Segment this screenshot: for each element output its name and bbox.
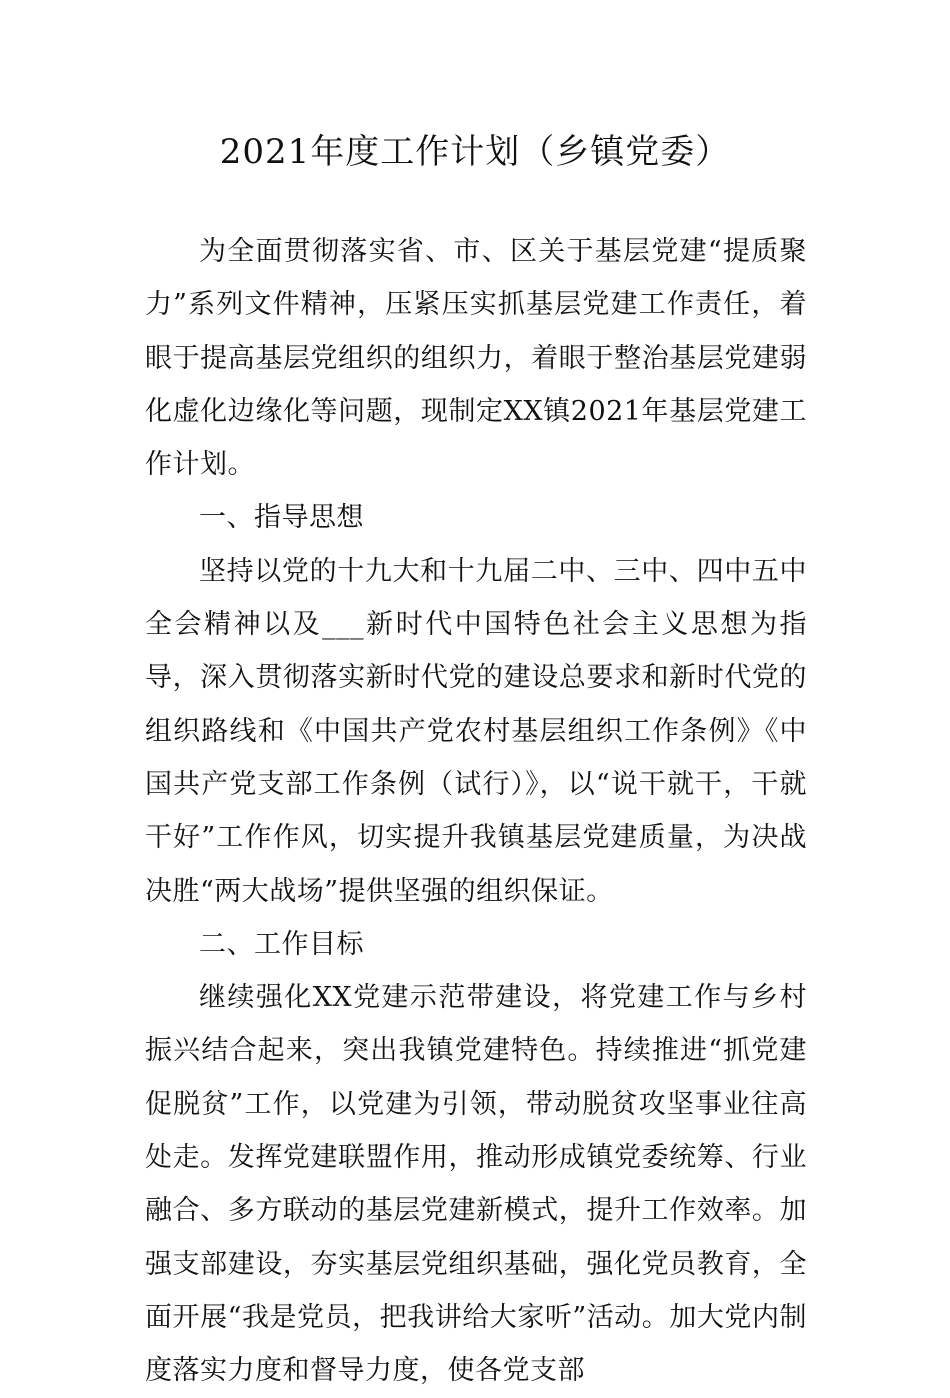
document-body bbox=[145, 225, 807, 1398]
section-heading-guiding-ideology: 一、指导思想 bbox=[199, 502, 364, 534]
section-heading-work-goals: 二、工作目标 bbox=[199, 928, 364, 960]
document-title: 2021年度工作计划（乡镇党委） bbox=[219, 132, 731, 172]
guiding-ideology-paragraph: 坚持以党的十九大和十九届二中、三中、四中五中全会精神以及___新时代中国特色社会主义思想为指导，深入贯彻落实新时代党的建设总要求和新时代党的组织路线和《中国共产党农村基层组织工作条例》《中国共产党支部工作条例（试行）》，以“说干就干，干就干好”工作作风，切实提升我镇基层党建质量，为决战决胜“两大战场”提供坚强的组织保证。 bbox=[145, 555, 807, 907]
intro-paragraph: 为全面贯彻落实省、市、区关于基层党建“提质聚力”系列文件精神，压紧压实抓基层党建工作责任，着眼于提高基层党组织的组织力，着眼于整治基层党建弱化虚化边缘化等问题，现制定XX镇2021年基层党建工作计划。 bbox=[145, 236, 807, 481]
work-goals-paragraph: 继续强化XX党建示范带建设，将党建工作与乡村振兴结合起来，突出我镇党建特色。持续推进“抓党建促脱贫”工作，以党建为引领，带动脱贫攻坚事业往高处走。发挥党建联盟作用，推动形成镇党委统筹、行业融合、多方联动的基层党建新模式，提升工作效率。加强支部建设，夯实基层党组织基础，强化党员教育，全面开展“我是党员，把我讲给大家听”活动。加大党内制度落实力度和督导力度，使各党支部 bbox=[145, 982, 807, 1387]
